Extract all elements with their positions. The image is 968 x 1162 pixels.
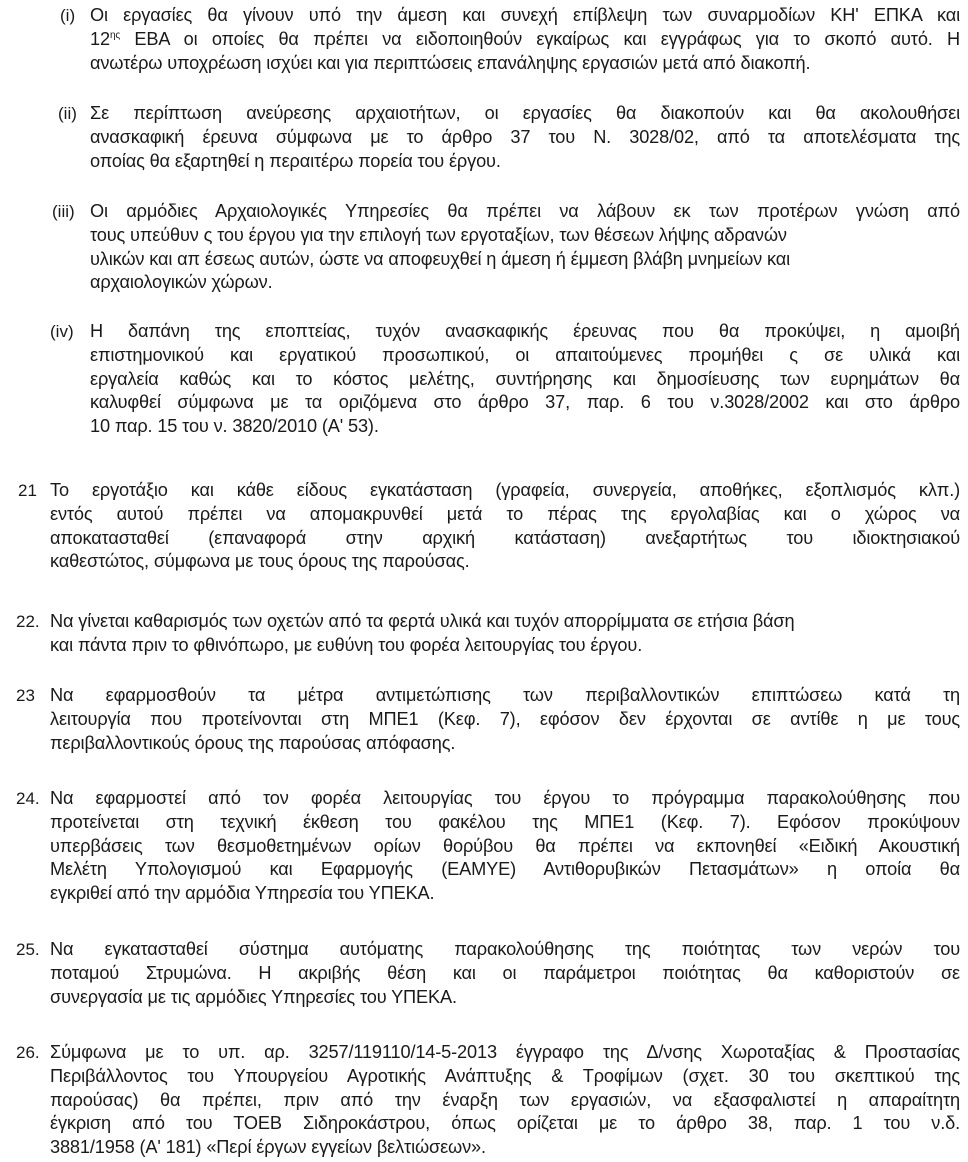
- text-line: Οι αρμόδιες Αρχαιολογικές Υπηρεσίες θα πρέπει να λάβουν εκ των προτέρων γνώση από: [90, 201, 960, 221]
- text-line: τους υπεύθυν ς του έργου για την επιλογή των εργοταξίων, των θέσεων λήψης αδρανών: [90, 224, 787, 245]
- text-line: υπερβάσεις των θεσμοθετημένων ορίων θορύβου θα πρέπει να εκπονηθεί «Ειδική Ακουστική: [50, 835, 960, 856]
- text-line: λειτουργία που προτείνονται στη ΜΠΕ1 (Κεφ. 7), εφόσον δεν έρχονται σε αντίθε η με τους: [50, 708, 960, 729]
- item-number: 25.: [16, 940, 40, 959]
- text-line: $12^{\eta\varsigma}$ ΕΒΑ οι οποίες θα πρέπει να ειδοποιηθούν εγκαίρως και εγγράφως για το σκοπό αυτό. Η: [90, 28, 960, 49]
- text-line: Μελέτη Υπολογισμού και Εφαρμογής (ΕΑΜΥΕ) Αντιθορυβικών Πετασμάτων» η οποία θα: [50, 859, 960, 880]
- text-line: Να γίνεται καθαρισμός των οχετών από τα φερτά υλικά και τυχόν απορρίμματα σε ετήσια βάση: [50, 611, 795, 631]
- text-line: υλικών και απ έσεως αυτών, ώστε να αποφευχθεί η άμεση ή έμμεση βλάβη μνημείων και: [90, 248, 790, 269]
- item-number: 21: [18, 481, 37, 500]
- text-line: ανωτέρω υποχρέωση ισχύει και για περιπτώσεις επανάληψης εργασιών μετά από διακοπή.: [90, 52, 811, 73]
- text-line: Οι εργασίες θα γίνουν υπό την άμεση και συνεχή επίβλεψη των συναρμοδίων ΚΗ' ΕΠΚΑ και: [90, 5, 960, 25]
- text-line: Σύμφωνα με το υπ. αρ. 3257/119110/14-5-2013 έγγραφο της Δ/νσης Χωροταξίας & Προστασίας: [50, 1042, 960, 1062]
- text-line: ποταμού Στρυμώνα. Η ακριβής θέση και οι παράμετροι ποιότητας θα καθοριστούν σε: [50, 962, 960, 983]
- item-number: 22.: [16, 612, 40, 631]
- text-line: εντός αυτού πρέπει να απομακρυνθεί μετά το πέρας της εργολαβίας και ο χώρος να: [50, 503, 960, 524]
- text-line: Σε περίπτωση ανεύρεσης αρχαιοτήτων, οι εργασίες θα διακοπούν και θα ακολουθήσει: [90, 103, 960, 123]
- text-line: αποκατασταθεί (επαναφορά στην αρχική κατάσταση) ανεξαρτήτως του ιδιοκτησιακού: [50, 527, 960, 548]
- text-line: Να εγκατασταθεί σύστημα αυτόματης παρακολούθησης της ποιότητας των νερών του: [50, 939, 960, 959]
- text-line: 3881/1958 (Α' 181) «Περί έργων εγγείων βελτιώσεων».: [50, 1137, 486, 1158]
- item-number: 23: [16, 686, 35, 705]
- text-line: καθεστώτος, σύμφωνα με τους όρους της παρούσας.: [50, 551, 470, 572]
- item-number: 24.: [16, 789, 40, 808]
- text-line: αρχαιολογικών χώρων.: [90, 272, 273, 293]
- text-line: έγκριση από του ΤΟΕΒ Σιδηροκάστρου, όπως ορίζεται με το άρθρο 38, παρ. 1 του ν.δ.: [50, 1113, 960, 1134]
- text-line: Περιβάλλοντος του Υπουργείου Αγροτικής Ανάπτυξης & Τροφίμων (σχετ. 30 του σκεπτικού της: [50, 1065, 960, 1086]
- text-line: συνεργασία με τις αρμόδιες Υπηρεσίες του ΥΠΕΚΑ.: [50, 986, 457, 1007]
- text-line: οποίας θα εξαρτηθεί η περαιτέρω πορεία του έργου.: [90, 150, 501, 171]
- text-line: παρούσας) θα πρέπει, πριν από την έναρξη των εργασιών, να εξασφαλιστεί η απαραίτητη: [50, 1089, 960, 1110]
- item-number: 26.: [16, 1043, 40, 1062]
- text-line: Το εργοτάξιο και κάθε είδους εγκατάσταση (γραφεία, συνεργεία, αποθήκες, εξοπλισμός κλπ.): [50, 480, 960, 500]
- text-line: επιστημονικού και εργατικού προσωπικού, οι απαιτούμενες προμήθει ς σε υλικά και: [90, 344, 960, 365]
- sub-item-marker: (iv): [50, 322, 74, 341]
- text-line: ανασκαφική έρευνα σύμφωνα με το άρθρο 37 του Ν. 3028/02, από τα αποτελέσματα της: [90, 126, 960, 147]
- sub-item-marker: (iii): [52, 202, 75, 221]
- sub-item-marker: (ii): [58, 104, 77, 123]
- text-line: και πάντα πριν το φθινόπωρο, με ευθύνη του φορέα λειτουργίας του έργου.: [50, 634, 643, 655]
- text-line: Να εφαρμοσθούν τα μέτρα αντιμετώπισης των περιβαλλοντικών επιπτώσεω κατά τη: [50, 685, 960, 705]
- sub-item-marker: (i): [60, 6, 76, 25]
- text-line: εργαλεία καθώς και το κόστος μελέτης, συντήρησης και δημοσίευσης των ευρημάτων θα: [90, 368, 960, 389]
- text-line: εγκριθεί από την αρμόδια Υπηρεσία του ΥΠΕΚΑ.: [50, 883, 435, 904]
- text-line: Η δαπάνη της εποπτείας, τυχόν ανασκαφικής έρευνας που θα προκύψει, η αμοιβή: [90, 321, 960, 341]
- text-line: προτείνεται στη τεχνική έκθεση του φακέλου της ΜΠΕ1 (Κεφ. 7). Εφόσον προκύψουν: [50, 811, 960, 832]
- text-line: Να εφαρμοστεί από τον φορέα λειτουργίας του έργου το πρόγραμμα παρακολούθησης που: [50, 788, 960, 808]
- text-line: περιβαλλοντικούς όρους της παρούσας απόφασης.: [50, 732, 456, 753]
- text-line: 10 παρ. 15 του ν. 3820/2010 (Α' 53).: [90, 416, 379, 437]
- text-line: καλυφθεί σύμφωνα με τα οριζόμενα στο άρθρο 37, παρ. 6 του ν.3028/2002 και στο άρθρο: [90, 392, 960, 413]
